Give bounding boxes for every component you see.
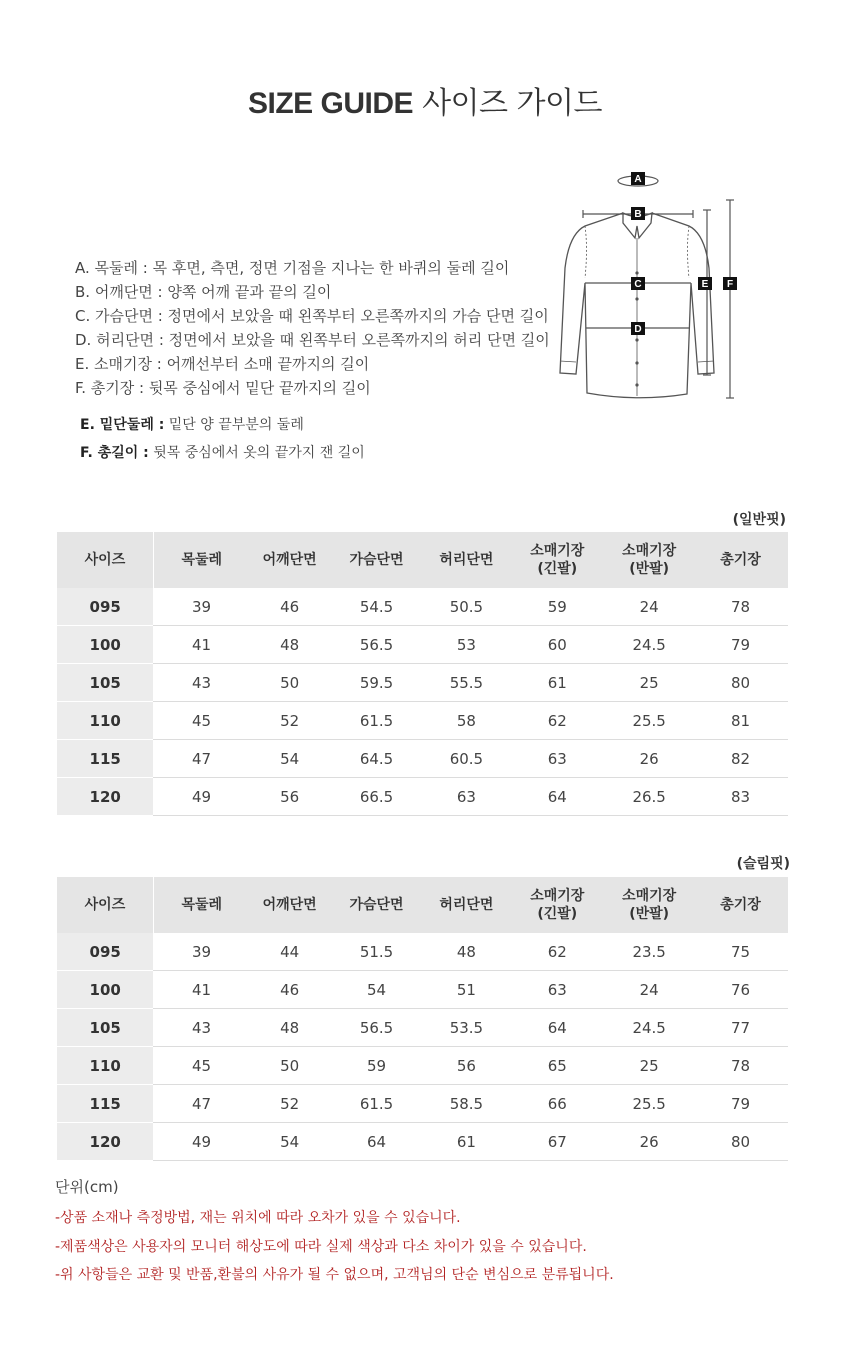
measure-cell: 67 bbox=[509, 1123, 605, 1161]
column-header: 목둘레 bbox=[153, 532, 249, 588]
measure-cell: 26.5 bbox=[605, 778, 693, 816]
measure-cell: 56 bbox=[250, 778, 330, 816]
measure-cell: 49 bbox=[153, 1123, 249, 1161]
measure-cell: 62 bbox=[509, 933, 605, 971]
page-title-ko: 사이즈 가이드 bbox=[422, 86, 602, 121]
measure-cell: 52 bbox=[250, 702, 330, 740]
measure-cell: 24.5 bbox=[605, 626, 693, 664]
measure-cell: 47 bbox=[153, 1085, 249, 1123]
measure-cell: 54 bbox=[330, 971, 424, 1009]
measure-cell: 46 bbox=[250, 588, 330, 626]
measure-cell: 53.5 bbox=[423, 1009, 509, 1047]
measure-cell: 24.5 bbox=[605, 1009, 693, 1047]
measure-cell: 80 bbox=[693, 664, 788, 702]
size-cell: 120 bbox=[57, 1123, 153, 1161]
column-header: 목둘레 bbox=[153, 877, 249, 933]
measure-cell: 81 bbox=[693, 702, 788, 740]
notes bbox=[55, 1204, 614, 1290]
shirt-diagram bbox=[555, 168, 755, 408]
measure-cell: 43 bbox=[153, 1009, 249, 1047]
size-cell: 115 bbox=[57, 1085, 153, 1123]
measure-cell: 75 bbox=[693, 933, 788, 971]
table-row bbox=[57, 740, 788, 778]
measure-cell: 61.5 bbox=[330, 702, 424, 740]
measure-cell: 60.5 bbox=[423, 740, 509, 778]
measure-cell: 61 bbox=[423, 1123, 509, 1161]
measure-cell: 82 bbox=[693, 740, 788, 778]
page-title bbox=[0, 78, 850, 122]
definition-c: C. 가슴단면 : 정면에서 보았을 때 왼쪽부터 오른쪽까지의 가슴 단면 길이 bbox=[75, 307, 549, 325]
column-header: 가슴단면 bbox=[330, 532, 424, 588]
measure-cell: 80 bbox=[693, 1123, 788, 1161]
measure-cell: 48 bbox=[423, 933, 509, 971]
column-header: 허리단면 bbox=[423, 877, 509, 933]
measure-cell: 78 bbox=[693, 1047, 788, 1085]
size-cell: 105 bbox=[57, 1009, 153, 1047]
measure-cell: 54 bbox=[250, 740, 330, 778]
unit-label: 단위(cm) bbox=[55, 1178, 119, 1196]
size-cell: 095 bbox=[57, 588, 153, 626]
measure-cell: 39 bbox=[153, 933, 249, 971]
measure-cell: 25.5 bbox=[605, 702, 693, 740]
label-d: D bbox=[634, 324, 642, 335]
measure-cell: 78 bbox=[693, 588, 788, 626]
measure-cell: 48 bbox=[250, 626, 330, 664]
measure-cell: 76 bbox=[693, 971, 788, 1009]
measure-cell: 51 bbox=[423, 971, 509, 1009]
measure-cell: 25.5 bbox=[605, 1085, 693, 1123]
measure-cell: 45 bbox=[153, 702, 249, 740]
measure-cell: 64 bbox=[330, 1123, 424, 1161]
table-row bbox=[57, 588, 788, 626]
measure-cell: 64.5 bbox=[330, 740, 424, 778]
size-cell: 105 bbox=[57, 664, 153, 702]
measure-cell: 59 bbox=[330, 1047, 424, 1085]
regular-fit-table bbox=[57, 532, 788, 816]
column-header: 가슴단면 bbox=[330, 877, 424, 933]
measure-cell: 63 bbox=[509, 740, 605, 778]
note-1: -상품 소재나 측정방법, 재는 위치에 따라 오차가 있을 수 있습니다. bbox=[55, 1210, 461, 1226]
definition-e: E. 소매기장 : 어깨선부터 소매 끝까지의 길이 bbox=[75, 355, 370, 373]
measure-cell: 26 bbox=[605, 740, 693, 778]
extra-definition-term: E. 밑단둘레 : bbox=[80, 417, 165, 433]
measure-cell: 60 bbox=[509, 626, 605, 664]
measure-cell: 45 bbox=[153, 1047, 249, 1085]
note-3: -위 사항들은 교환 및 반품,환불의 사유가 될 수 없으며, 고객님의 단순 변심으로 분류됩니다. bbox=[55, 1267, 614, 1283]
measure-cell: 56 bbox=[423, 1047, 509, 1085]
measure-cell: 53 bbox=[423, 626, 509, 664]
measure-cell: 49 bbox=[153, 778, 249, 816]
measure-cell: 58.5 bbox=[423, 1085, 509, 1123]
extra-definition-desc: 밑단 양 끝부분의 둘레 bbox=[164, 417, 304, 433]
slim-fit-label: (슬림핏) bbox=[736, 856, 790, 872]
measure-cell: 50 bbox=[250, 1047, 330, 1085]
measure-cell: 56.5 bbox=[330, 1009, 424, 1047]
table-row bbox=[57, 778, 788, 816]
measure-cell: 79 bbox=[693, 1085, 788, 1123]
extra-definition-desc: 뒷목 중심에서 옷의 끝가지 잰 길이 bbox=[148, 445, 365, 461]
column-header: 총기장 bbox=[693, 532, 788, 588]
measure-cell: 54 bbox=[250, 1123, 330, 1161]
extra-definitions bbox=[80, 411, 365, 467]
measure-cell: 39 bbox=[153, 588, 249, 626]
column-header: 소매기장 (반팔) bbox=[605, 532, 693, 588]
definition-d: D. 허리단면 : 정면에서 보았을 때 왼쪽부터 오른쪽까지의 허리 단면 길이 bbox=[75, 331, 550, 349]
label-c: C bbox=[634, 279, 642, 290]
measure-cell: 26 bbox=[605, 1123, 693, 1161]
measure-cell: 63 bbox=[423, 778, 509, 816]
size-cell: 100 bbox=[57, 626, 153, 664]
measure-cell: 25 bbox=[605, 664, 693, 702]
table-row bbox=[57, 1085, 788, 1123]
definition-f: F. 총기장 : 뒷목 중심에서 밑단 끝까지의 길이 bbox=[75, 379, 371, 397]
measure-cell: 77 bbox=[693, 1009, 788, 1047]
table-header-row bbox=[57, 532, 788, 588]
regular-fit-label: (일반핏) bbox=[732, 512, 786, 528]
measure-cell: 64 bbox=[509, 778, 605, 816]
measure-cell: 64 bbox=[509, 1009, 605, 1047]
column-header: 소매기장 (반팔) bbox=[605, 877, 693, 933]
column-header: 사이즈 bbox=[57, 877, 153, 933]
measure-cell: 56.5 bbox=[330, 626, 424, 664]
measure-cell: 83 bbox=[693, 778, 788, 816]
measure-cell: 61 bbox=[509, 664, 605, 702]
measure-cell: 24 bbox=[605, 971, 693, 1009]
column-header: 어깨단면 bbox=[250, 877, 330, 933]
measure-cell: 59 bbox=[509, 588, 605, 626]
extra-definition-e bbox=[80, 411, 365, 439]
table-row bbox=[57, 1123, 788, 1161]
column-header: 사이즈 bbox=[57, 532, 153, 588]
table-row bbox=[57, 933, 788, 971]
table-row bbox=[57, 1047, 788, 1085]
measure-cell: 24 bbox=[605, 588, 693, 626]
measure-cell: 66 bbox=[509, 1085, 605, 1123]
measure-cell: 59.5 bbox=[330, 664, 424, 702]
size-cell: 115 bbox=[57, 740, 153, 778]
measure-cell: 61.5 bbox=[330, 1085, 424, 1123]
measure-cell: 58 bbox=[423, 702, 509, 740]
column-header: 허리단면 bbox=[423, 532, 509, 588]
table-row bbox=[57, 971, 788, 1009]
extra-definition-term: F. 총길이 : bbox=[80, 445, 149, 461]
table-row bbox=[57, 1009, 788, 1047]
measure-cell: 62 bbox=[509, 702, 605, 740]
measurement-definitions bbox=[75, 256, 550, 400]
measure-cell: 52 bbox=[250, 1085, 330, 1123]
label-e: E bbox=[701, 279, 709, 290]
measure-cell: 79 bbox=[693, 626, 788, 664]
column-header: 어깨단면 bbox=[250, 532, 330, 588]
size-cell: 110 bbox=[57, 1047, 153, 1085]
table-row bbox=[57, 626, 788, 664]
column-header: 소매기장 (긴팔) bbox=[509, 877, 605, 933]
measure-cell: 51.5 bbox=[330, 933, 424, 971]
measure-cell: 48 bbox=[250, 1009, 330, 1047]
table-row bbox=[57, 702, 788, 740]
extra-definition-f bbox=[80, 439, 365, 467]
table-header-row bbox=[57, 877, 788, 933]
label-a: A bbox=[634, 174, 642, 185]
size-cell: 110 bbox=[57, 702, 153, 740]
measure-cell: 63 bbox=[509, 971, 605, 1009]
column-header: 소매기장 (긴팔) bbox=[509, 532, 605, 588]
size-cell: 120 bbox=[57, 778, 153, 816]
measure-cell: 50 bbox=[250, 664, 330, 702]
measure-cell: 65 bbox=[509, 1047, 605, 1085]
page-title-en: SIZE GUIDE bbox=[248, 87, 414, 120]
label-b: B bbox=[634, 209, 642, 220]
table-row bbox=[57, 664, 788, 702]
size-cell: 100 bbox=[57, 971, 153, 1009]
column-header: 총기장 bbox=[693, 877, 788, 933]
measure-cell: 47 bbox=[153, 740, 249, 778]
measure-cell: 25 bbox=[605, 1047, 693, 1085]
measure-cell: 54.5 bbox=[330, 588, 424, 626]
measure-cell: 23.5 bbox=[605, 933, 693, 971]
definition-a: A. 목둘레 : 목 후면, 측면, 정면 기점을 지나는 한 바퀴의 둘레 길이 bbox=[75, 259, 510, 277]
size-cell: 095 bbox=[57, 933, 153, 971]
slim-fit-table bbox=[57, 877, 788, 1161]
definition-b: B. 어깨단면 : 양쪽 어깨 끝과 끝의 길이 bbox=[75, 283, 332, 301]
measure-cell: 41 bbox=[153, 971, 249, 1009]
measure-cell: 43 bbox=[153, 664, 249, 702]
measure-cell: 46 bbox=[250, 971, 330, 1009]
measure-cell: 50.5 bbox=[423, 588, 509, 626]
measure-cell: 44 bbox=[250, 933, 330, 971]
measure-cell: 55.5 bbox=[423, 664, 509, 702]
label-f: F bbox=[726, 279, 734, 290]
measure-cell: 66.5 bbox=[330, 778, 424, 816]
measure-cell: 41 bbox=[153, 626, 249, 664]
note-2: -제품색상은 사용자의 모니터 해상도에 따라 실제 색상과 다소 차이가 있을 수 있습니다. bbox=[55, 1238, 587, 1255]
